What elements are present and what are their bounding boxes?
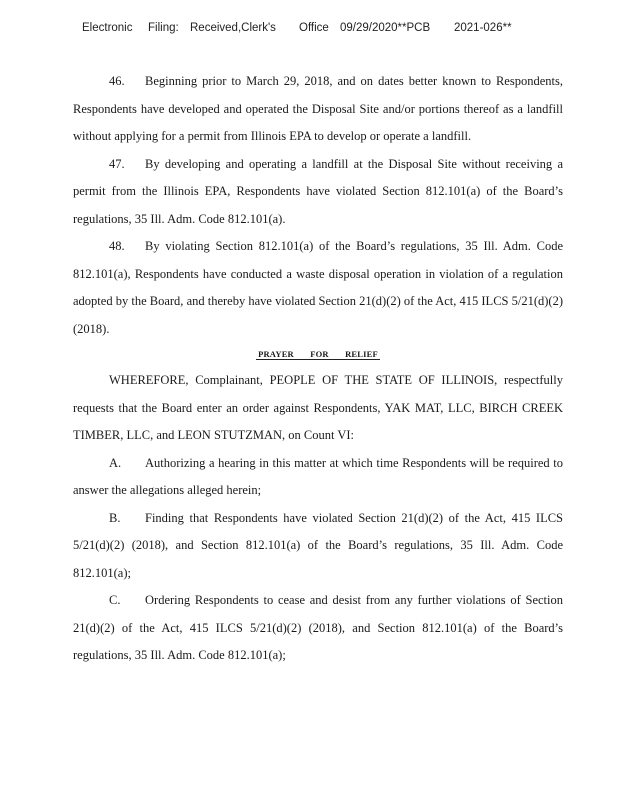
paragraph-number: 48. (109, 239, 125, 253)
paragraph-47 (73, 151, 563, 234)
relief-text: Ordering Respondents to cease and desist from any further violations of Section 21(d)(2) of the Act, 415 ILCS 5/21(d)(2) (2018), and Section 812.101(a) of the Board’s regulations, 35 Ill. Adm. Code 812.101(a); (73, 593, 563, 662)
relief-text: Authorizing a hearing in this matter at which time Respondents will be required to answer the allegations alleged herein; (73, 455, 563, 497)
header-received: Received,Clerk's (190, 22, 276, 34)
prayer-for-relief-heading (73, 345, 563, 363)
filing-stamp-header (0, 22, 618, 38)
relief-letter: A. (109, 455, 122, 470)
relief-letter: B. (109, 510, 121, 525)
header-filing: Filing: (148, 22, 179, 34)
paragraph-number: 46. (109, 74, 125, 88)
heading-text: PRAYER FOR RELIEF (258, 349, 378, 359)
header-case: 2021-026** (454, 22, 512, 34)
paragraph-46 (73, 68, 563, 151)
header-date: 09/29/2020**PCB (340, 22, 431, 34)
relief-item-a (73, 450, 563, 505)
relief-item-c (73, 587, 563, 670)
paragraph-text: By violating Section 812.101(a) of the Board’s regulations, 35 Ill. Adm. Code 812.101(a), Respondents have conducted a waste disposal operation in violation of a regulation adopted by the Board, and thereby have violated Section 21(d)(2) of the Act, 415 ILCS 5/21(d)(2) (2018). (73, 239, 563, 336)
paragraph-text: By developing and operating a landfill at the Disposal Site without receiving a permit from the Illinois EPA, Respondents have violated Section 812.101(a) of the Board’s regulations, 35 Ill. Adm. Code 812.101(a). (73, 156, 563, 226)
paragraph-text: Beginning prior to March 29, 2018, and on dates better known to Respondents, Respondents have developed and operated the Disposal Site and/or portions thereof as a landfill without applying for a permit from Illinois EPA to develop or operate a landfill. (73, 74, 563, 143)
relief-item-b (73, 505, 563, 588)
paragraph-48 (73, 233, 563, 343)
relief-letter: C. (109, 593, 121, 607)
header-electronic: Electronic (82, 22, 133, 34)
document-page (73, 68, 563, 670)
paragraph-number: 47. (109, 156, 125, 171)
relief-text: Finding that Respondents have violated Section 21(d)(2) of the Act, 415 ILCS 5/21(d)(2) (2018), and Section 812.101(a) of the Board’s regulations, 35 Ill. Adm. Code 812.101(a); (73, 510, 563, 580)
header-office: Office (299, 22, 329, 34)
wherefore-paragraph: WHEREFORE, Complainant, PEOPLE OF THE STATE OF ILLINOIS, respectfully requests that the Board enter an order against Respondents, YAK MAT, LLC, BIRCH CREEK TIMBER, LLC, and LEON STUTZMAN, on Count VI: (73, 373, 563, 442)
